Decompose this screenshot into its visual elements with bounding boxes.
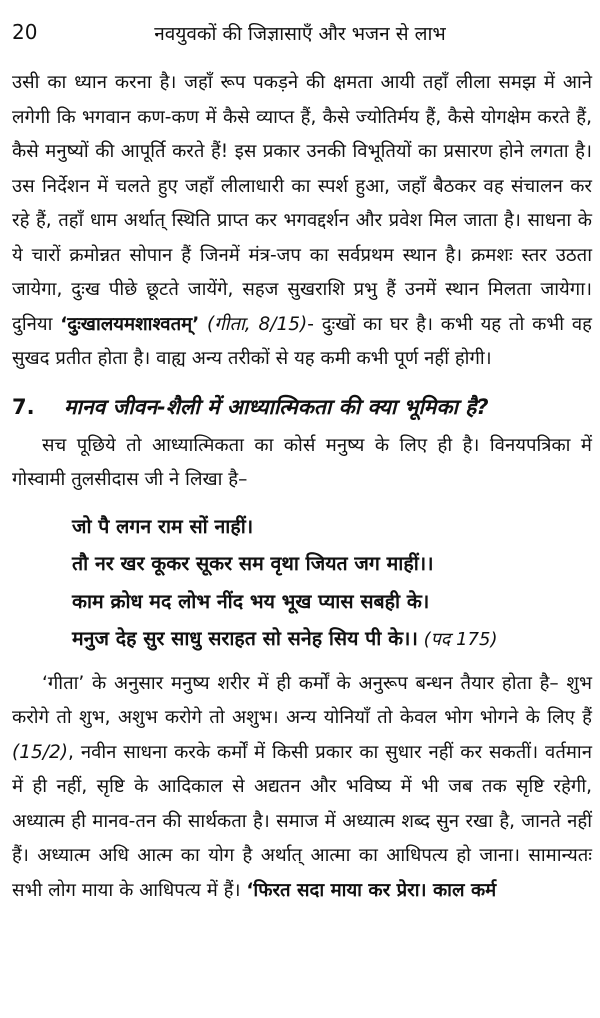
citation: (15/2) (12, 741, 68, 763)
verse-reference: (पद 175) (417, 629, 498, 650)
page-number: 20 (12, 20, 38, 44)
section-title: मानव जीवन-शैली में आध्यात्मिकता की क्या भूमिका है? (64, 394, 489, 419)
paragraph-3 (12, 667, 592, 909)
verse-line-4-text: मनुज देह सुर साधु सराहत सो सनेह सिय पी के।। (72, 627, 418, 650)
sanskrit-quote: ‘दुःखालयमशाश्वतम्’ (60, 313, 200, 335)
verse-line-3: काम क्रोध मद लोभ नींद भय भूख प्यास सबही के। (72, 589, 430, 613)
citation: (गीता, 8/15) (199, 313, 308, 335)
verse-line-1: जो पै लगन राम सों नाहीं। (72, 514, 254, 538)
running-title: नवयुवकों की जिज्ञासाएँ और भजन से लाभ (154, 23, 446, 45)
quote: ‘फिरत सदा माया कर प्रेरा। काल कर्म (246, 879, 497, 901)
section-number: 7. (12, 394, 35, 419)
page-header (12, 20, 588, 50)
verse-line-2: तौ नर खर कूकर सूकर सम वृथा जियत जग माहीं।। (72, 552, 434, 575)
paragraph-text: - दुःखों का घर है। कभी यह तो कभी वह सुखद प्रतीत होता है। वाह्य अन्य तरीकों से यह कमी कभी पूर्ण नहीं होगी। (12, 313, 592, 369)
verse-block (72, 508, 592, 659)
paragraph-text: ‘गीता’ के अनुसार मनुष्य शरीर में ही कर्मों के अनुरूप बन्धन तैयार होता है– शुभ करोगे तो शुभ, अशुभ करोगे तो अशुभ। अन्य योनियाँ तो केवल भोग भोगने के लिए हैं (12, 672, 592, 728)
paragraph-2: सच पूछिये तो आध्यात्मिकता का कोर्स मनुष्य के लिए ही है। विनयपत्रिका में गोस्वामी तुलसीदास जी ने लिखा है– (12, 434, 592, 490)
section-heading (12, 389, 592, 425)
paragraph-text: , नवीन साधना करके कर्मों में किसी प्रकार का सुधार नहीं कर सकतीं। वर्तमान में ही नहीं, सृष्टि के आदिकाल से अद्यतन और भविष्य में भी जब तक सृष्टि रहेगी, अध्यात्म ही मानव-तन की सार्थकता है। समाज में अध्यात्म शब्द सुन रखा है, जानते नहीं हैं। अध्यात्म अधि आत्म का योग है अर्थात् आत्मा का आधिपत्य हो जाना। सामान्यतः सभी लोग माया के आधिपत्य में हैं। (12, 741, 592, 901)
verse-line-4 (72, 620, 592, 659)
paragraph-text: उसी का ध्यान करना है। जहाँ रूप पकड़ने की क्षमता आयी तहाँ लीला समझ में आने लगेगी कि भगवान कण-कण में कैसे व्याप्त हैं, कैसे ज्योतिर्मय हैं, कैसे योगक्षेम करते हैं, कैसे मनुष्यों की आपूर्ति करते हैं! इस प्रकार उनकी विभूतियों का प्रसारण होने लगता है। उस निर्देशन में चलते हुए जहाँ लीलाधारी का स्पर्श हुआ, जहाँ बैठकर वह संचालन कर रहे हैं, तहाँ धाम अर्थात् स्थिति प्राप्त कर भगवद्दर्शन और प्रवेश मिल जाता है। साधना के ये चारों क्रमोन्नत सोपान हैं जिनमें मंत्र-जप का सर्वप्रथम स्थान है। क्रमशः स्तर उठता जायेगा, दुःख पीछे छूटते जायेंगे, सहज सुखराशि प्रभु हैं उनमें स्थान मिलता जायेगा। दुनिया (12, 72, 593, 335)
page-body (12, 66, 592, 908)
paragraph-1 (12, 66, 592, 377)
